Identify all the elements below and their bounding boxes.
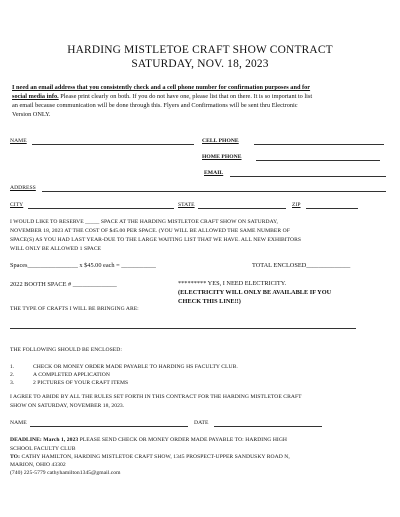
enclosed-item-text: 2 PICTURES OF YOUR CRAFT ITEMS <box>33 380 129 386</box>
zip-label: ZIP <box>292 202 301 208</box>
name-label: NAME <box>10 138 27 144</box>
electricity-checkbox-line[interactable]: ********* YES, I NEED ELECTRICITY. <box>178 280 287 287</box>
signature-name-field[interactable] <box>30 426 188 427</box>
reserve-line-4: WILL ONLY BE ALLOWED 1 SPACE <box>10 246 102 252</box>
home-phone-field[interactable] <box>256 160 380 161</box>
cell-phone-field[interactable] <box>254 144 384 145</box>
enclosed-item-num: 2. <box>10 372 15 378</box>
deadline-instructions: PLEASE SEND CHECK OR MONEY ORDER MADE PAYABLE TO: HARDING HIGH <box>78 437 288 443</box>
contract-title: HARDING MISTLETOE CRAFT SHOW CONTRACT <box>67 44 333 56</box>
zip-field[interactable] <box>306 208 358 209</box>
city-field[interactable] <box>28 208 174 209</box>
contact-info: (740) 225-5779 cathyhamilton1345@gmail.com <box>10 470 121 476</box>
notice-rest-1: Please print clearly on both. If you do not have one, please list that on there. It is so important to list <box>58 93 313 100</box>
email-label: EMAIL <box>204 170 224 176</box>
city-label: CITY <box>10 202 24 208</box>
state-field[interactable] <box>198 208 286 209</box>
notice-line-4: Version ONLY. <box>12 111 51 118</box>
signature-date-field[interactable] <box>214 426 322 427</box>
reserve-line-1: I WOULD LIKE TO RESERVE _____ SPACE AT THE HARDING MISTLETOE CRAFT SHOW ON SATURDAY, <box>10 219 278 225</box>
notice-line-3: an email because communication will be done through this. Flyers and Confirmations will be sent thru Electronic <box>12 102 298 109</box>
mailing-address <box>10 454 290 460</box>
signature-name-label: NAME <box>10 420 27 426</box>
city-state-zip: MARION, OHIO 43302 <box>10 462 66 468</box>
address-field[interactable] <box>42 191 386 192</box>
notice-bold-2: social media info. <box>12 93 59 100</box>
booth-space[interactable]: 2022 BOOTH SPACE # ______________ <box>10 281 117 288</box>
total-enclosed[interactable]: TOTAL ENCLOSED______________ <box>252 262 351 269</box>
contract-date: SATURDAY, NOV. 18, 2023 <box>131 58 269 70</box>
electricity-note-1: (ELECTRICITY WILL ONLY BE AVAILABLE IF YOU <box>178 289 332 296</box>
name-field[interactable] <box>32 144 194 145</box>
address-label: ADDRESS <box>10 185 36 191</box>
to-address: CATHY HAMILTON, HARDING MISTLETOE CRAFT SHOW, 1345 PROSPECT-UPPER SANDUSKY ROAD N, <box>20 454 290 460</box>
enclosed-label: THE FOLLOWING SHOULD BE ENCLOSED: <box>10 347 122 353</box>
enclosed-item-num: 3. <box>10 380 15 386</box>
deadline-line-2: SCHOOL FACULTY CLUB <box>10 446 76 452</box>
agreement-line-1: I AGREE TO ABIDE BY ALL THE RULES SET FORTH IN THIS CONTRACT FOR THE HARDING MISTLETOE CRAFT <box>10 394 302 400</box>
reserve-line-2: NOVEMBER 18, 2023 AT THE COST OF $45.00 PER SPACE. (YOU WILL BE ALLOWED THE SAME NUMBER OF <box>10 228 290 234</box>
notice-line-1 <box>12 84 310 91</box>
deadline-date: DEADLINE: March 1, 2023 <box>10 437 79 443</box>
crafts-field[interactable] <box>10 328 356 329</box>
state-label: STATE <box>178 202 195 208</box>
email-field[interactable] <box>230 176 386 177</box>
enclosed-item-text: CHECK OR MONEY ORDER MADE PAYABLE TO HARDING HS FACULTY CLUB. <box>33 364 238 370</box>
deadline-line-1 <box>10 437 287 443</box>
notice-line-2 <box>12 93 312 100</box>
to-label: TO: <box>10 454 20 460</box>
cell-phone-label: CELL PHONE <box>202 138 239 144</box>
reserve-line-3: SPACE(S) AS YOU HAD LAST YEAR-DUE TO THE LARGE WAITING LIST THAT WE HAVE. ALL NEW EXHIBITORS <box>10 237 302 243</box>
crafts-label: THE TYPE OF CRAFTS I WILL BE BRINGING ARE: <box>10 306 139 312</box>
enclosed-item-text: A COMPLETED APPLICATION <box>33 372 110 378</box>
agreement-line-2: SHOW ON SATURDAY, NOVEMBER 18, 2023. <box>10 403 125 409</box>
notice-bold-1: I need an email address that you consistently check and a cell phone number for confirmation purposes and for <box>12 84 311 91</box>
spaces-calculation[interactable]: Spaces________________ x $45.00 each = ___________ <box>10 262 156 269</box>
electricity-note-2: CHECK THIS LINE!!) <box>178 298 241 305</box>
enclosed-item-num: 1. <box>10 364 15 370</box>
signature-date-label: DATE <box>194 420 209 426</box>
home-phone-label: HOME PHONE <box>202 154 242 160</box>
